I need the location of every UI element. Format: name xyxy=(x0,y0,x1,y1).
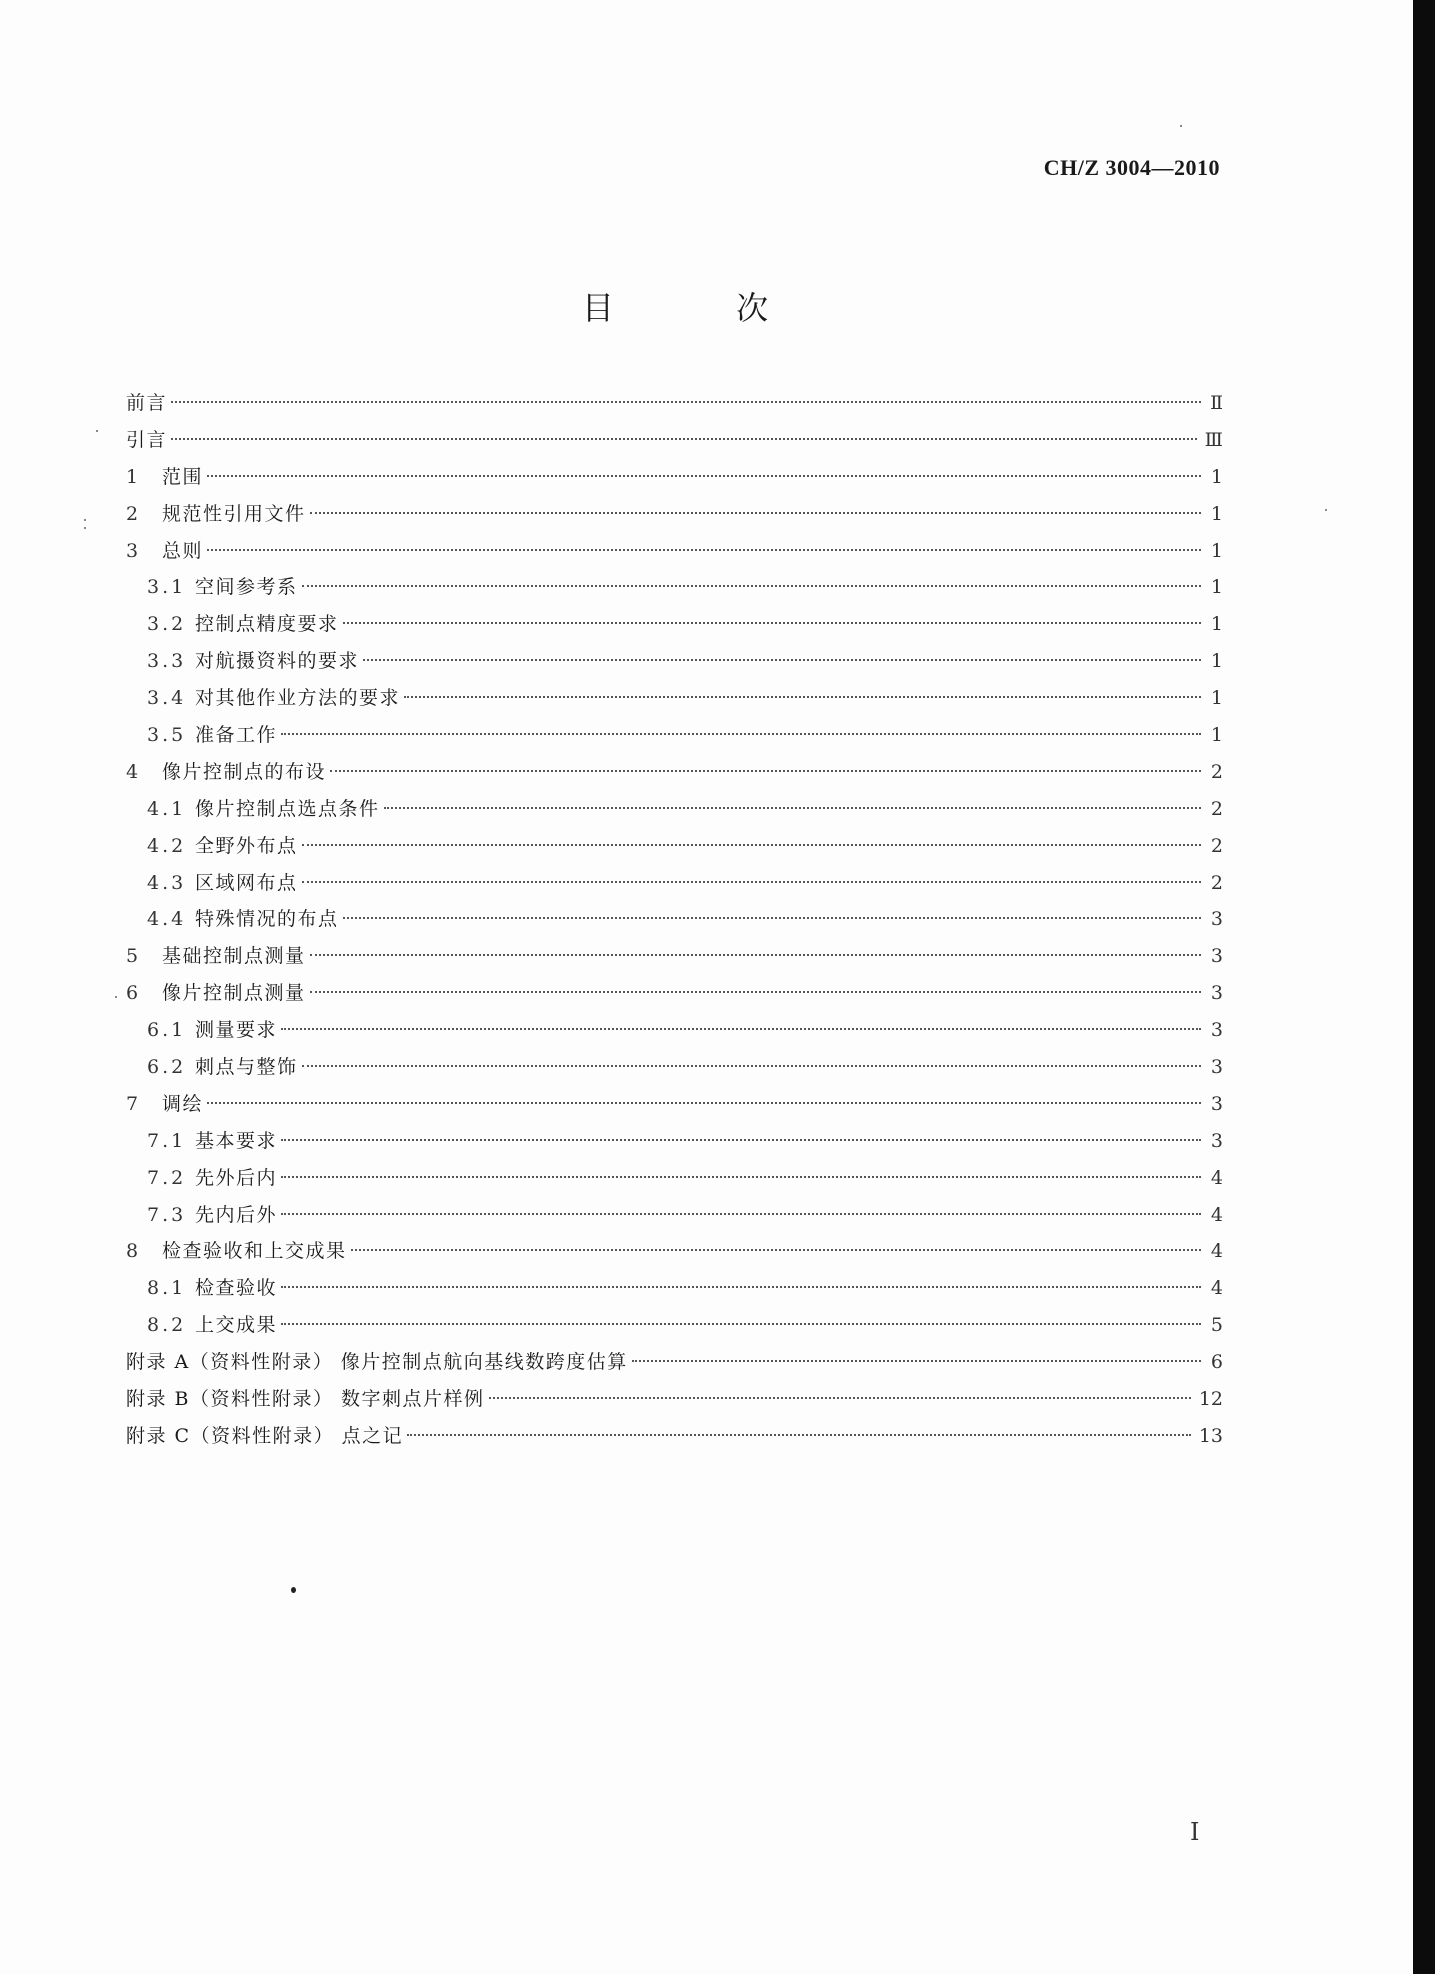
toc-entry-number: 7 xyxy=(126,1092,139,1115)
toc-entry-label: 规范性引用文件 xyxy=(162,502,306,525)
scan-speck xyxy=(96,430,98,432)
toc-entry-page: 3 xyxy=(1210,1129,1223,1152)
toc-entry-number: 4.2 xyxy=(147,834,187,857)
toc-entry-number: 3.4 xyxy=(147,687,187,710)
toc-entry-page: 6 xyxy=(1210,1351,1223,1374)
toc-dot-leader xyxy=(330,770,1201,772)
toc-dot-leader xyxy=(310,954,1201,956)
toc-entry-number: 6 xyxy=(126,982,139,1005)
toc-entry[interactable] xyxy=(126,1086,1223,1123)
toc-entry-label: 空间参考系 xyxy=(195,576,298,599)
toc-entry-number: 6.1 xyxy=(147,1019,187,1042)
toc-entry-label: 区域网布点 xyxy=(195,871,298,894)
scan-speck xyxy=(1325,509,1327,511)
toc-dot-leader xyxy=(351,1249,1201,1251)
standard-number: CH/Z 3004—2010 xyxy=(1043,155,1220,180)
toc-entry-label: 检查验收 xyxy=(195,1277,278,1300)
toc-entry[interactable] xyxy=(126,791,1223,828)
toc-entry-label: 特殊情况的布点 xyxy=(195,908,339,931)
toc-entry[interactable] xyxy=(126,496,1223,533)
toc-entry[interactable] xyxy=(126,1418,1223,1455)
toc-dot-leader xyxy=(302,881,1201,883)
toc-entry[interactable] xyxy=(126,680,1223,717)
toc-entry[interactable] xyxy=(126,643,1223,680)
toc-entry-page: 1 xyxy=(1210,539,1223,562)
toc-entry-number: 2 xyxy=(126,502,139,525)
toc-entry[interactable] xyxy=(126,422,1223,459)
toc-entry-page: 13 xyxy=(1198,1424,1223,1447)
toc-dot-leader xyxy=(207,549,1201,551)
toc-entry-page: 1 xyxy=(1210,502,1223,525)
toc-entry-label: 像片控制点测量 xyxy=(162,982,306,1005)
scan-speck xyxy=(291,1587,296,1593)
toc-entry-page: 4 xyxy=(1210,1203,1223,1226)
toc-entry-page: 3 xyxy=(1210,982,1223,1005)
toc-entry-number: 5 xyxy=(126,945,139,968)
toc-dot-leader xyxy=(281,1176,1201,1178)
toc-entry[interactable] xyxy=(126,865,1223,902)
toc-entry[interactable] xyxy=(126,1123,1223,1160)
toc-entry-number: 3.2 xyxy=(147,613,187,636)
toc-entry[interactable] xyxy=(126,569,1223,606)
toc-entry[interactable] xyxy=(126,606,1223,643)
toc-dot-leader xyxy=(407,1434,1191,1436)
toc-dot-leader xyxy=(343,917,1201,919)
toc-entry-number: 4.1 xyxy=(147,797,187,820)
toc-entry-number: 7.1 xyxy=(147,1129,187,1152)
toc-entry-label: 准备工作 xyxy=(195,724,278,747)
toc-entry-label: 基础控制点测量 xyxy=(162,945,306,968)
toc-entry-page: 1 xyxy=(1210,465,1223,488)
toc-entry-number: 8 xyxy=(126,1240,139,1263)
toc-entry-label: 像片控制点选点条件 xyxy=(195,797,380,820)
scan-edge xyxy=(1413,0,1435,1974)
table-of-contents xyxy=(126,385,1223,1455)
toc-dot-leader xyxy=(281,733,1201,735)
toc-entry[interactable] xyxy=(126,1012,1223,1049)
toc-dot-leader xyxy=(632,1360,1201,1362)
toc-entry[interactable] xyxy=(126,533,1223,570)
toc-entry-page: 1 xyxy=(1210,687,1223,710)
toc-dot-leader xyxy=(302,844,1201,846)
toc-entry-label: 先外后内 xyxy=(195,1166,278,1189)
toc-dot-leader xyxy=(489,1397,1191,1399)
toc-entry[interactable] xyxy=(126,975,1223,1012)
scan-speck xyxy=(115,996,117,998)
toc-entry-label: 对航摄资料的要求 xyxy=(195,650,360,673)
toc-entry-label: 上交成果 xyxy=(195,1314,278,1337)
toc-entry[interactable] xyxy=(126,754,1223,791)
toc-dot-leader xyxy=(302,585,1201,587)
toc-entry-number: 7.2 xyxy=(147,1166,187,1189)
toc-dot-leader xyxy=(302,1065,1201,1067)
toc-entry[interactable] xyxy=(126,1197,1223,1234)
toc-dot-leader xyxy=(171,438,1197,440)
toc-entry[interactable] xyxy=(126,938,1223,975)
toc-entry-number: 3.1 xyxy=(147,576,187,599)
toc-dot-leader xyxy=(207,1102,1201,1104)
toc-entry-page: 1 xyxy=(1210,576,1223,599)
toc-entry-page: 3 xyxy=(1210,1019,1223,1042)
toc-entry-page: 12 xyxy=(1198,1388,1223,1411)
toc-entry-number: 3 xyxy=(126,539,139,562)
toc-entry-page: 4 xyxy=(1210,1166,1223,1189)
toc-entry-label: 刺点与整饰 xyxy=(195,1056,298,1079)
toc-entry-label: 附录 A（资料性附录） 像片控制点航向基线数跨度估算 xyxy=(126,1351,628,1374)
toc-entry-number: 3.3 xyxy=(147,650,187,673)
toc-entry-label: 前言 xyxy=(126,392,168,414)
toc-entry-label: 像片控制点的布设 xyxy=(162,760,327,783)
toc-entry-number: 8.2 xyxy=(147,1314,187,1337)
toc-entry-page: 2 xyxy=(1210,797,1223,820)
toc-entry[interactable] xyxy=(126,717,1223,754)
page-folio: Ⅰ xyxy=(1190,1820,1200,1846)
toc-entry-number: 4.3 xyxy=(147,871,187,894)
toc-entry-number: 8.1 xyxy=(147,1277,187,1300)
toc-entry[interactable] xyxy=(126,459,1223,496)
toc-entry-label: 附录 C（资料性附录） 点之记 xyxy=(126,1424,404,1447)
toc-entry-number: 4.4 xyxy=(147,908,187,931)
toc-entry[interactable] xyxy=(126,828,1223,865)
toc-dot-leader xyxy=(343,622,1201,624)
toc-entry-number: 7.3 xyxy=(147,1203,187,1226)
toc-entry-label: 调绘 xyxy=(162,1092,204,1115)
toc-entry-label: 范围 xyxy=(162,465,204,488)
toc-entry-page: 2 xyxy=(1210,834,1223,857)
toc-entry[interactable] xyxy=(126,1307,1223,1344)
toc-entry-label: 全野外布点 xyxy=(195,834,298,857)
toc-dot-leader xyxy=(404,696,1201,698)
toc-title: 目 次 xyxy=(581,289,825,327)
toc-dot-leader xyxy=(281,1213,1201,1215)
toc-entry[interactable] xyxy=(126,1381,1223,1418)
toc-dot-leader xyxy=(171,401,1201,403)
toc-entry-page: Ⅱ xyxy=(1210,392,1223,414)
scan-speck xyxy=(1180,125,1182,127)
toc-entry-page: 3 xyxy=(1210,1056,1223,1079)
toc-entry[interactable] xyxy=(126,385,1223,422)
toc-entry[interactable] xyxy=(126,1049,1223,1086)
toc-entry-page: 1 xyxy=(1210,650,1223,673)
scan-speck xyxy=(84,519,86,521)
toc-dot-leader xyxy=(363,659,1201,661)
toc-entry[interactable] xyxy=(126,1160,1223,1197)
toc-entry-page: Ⅲ xyxy=(1204,428,1223,451)
toc-entry-label: 控制点精度要求 xyxy=(195,613,339,636)
toc-dot-leader xyxy=(281,1028,1201,1030)
toc-entry[interactable] xyxy=(126,901,1223,938)
toc-entry-page: 2 xyxy=(1210,760,1223,783)
toc-dot-leader xyxy=(281,1286,1201,1288)
toc-entry-page: 5 xyxy=(1210,1314,1223,1337)
toc-entry-page: 3 xyxy=(1210,1092,1223,1115)
toc-entry-label: 基本要求 xyxy=(195,1129,278,1152)
toc-dot-leader xyxy=(207,475,1201,477)
toc-entry-label: 先内后外 xyxy=(195,1203,278,1226)
toc-entry-page: 3 xyxy=(1210,945,1223,968)
scan-speck xyxy=(84,527,86,529)
toc-entry[interactable] xyxy=(126,1344,1223,1381)
toc-dot-leader xyxy=(310,991,1201,993)
toc-entry-label: 总则 xyxy=(162,539,204,562)
toc-entry-page: 4 xyxy=(1210,1277,1223,1300)
toc-entry-page: 3 xyxy=(1210,908,1223,931)
toc-entry-label: 对其他作业方法的要求 xyxy=(195,687,401,710)
toc-entry-label: 引言 xyxy=(126,428,168,451)
toc-entry-number: 1 xyxy=(126,465,139,488)
toc-dot-leader xyxy=(310,512,1201,514)
toc-entry-number: 3.5 xyxy=(147,724,187,747)
toc-dot-leader xyxy=(281,1323,1201,1325)
toc-entry-label: 测量要求 xyxy=(195,1019,278,1042)
toc-entry-label: 附录 B（资料性附录） 数字刺点片样例 xyxy=(126,1388,485,1411)
toc-entry-page: 2 xyxy=(1210,871,1223,894)
toc-entry-number: 6.2 xyxy=(147,1056,187,1079)
toc-entry-label: 检查验收和上交成果 xyxy=(162,1240,347,1263)
toc-dot-leader xyxy=(384,807,1201,809)
toc-dot-leader xyxy=(281,1139,1201,1141)
toc-entry-page: 4 xyxy=(1210,1240,1223,1263)
toc-entry[interactable] xyxy=(126,1270,1223,1307)
toc-entry[interactable] xyxy=(126,1233,1223,1270)
toc-entry-page: 1 xyxy=(1210,613,1223,636)
toc-entry-number: 4 xyxy=(126,760,139,783)
toc-entry-page: 1 xyxy=(1210,724,1223,747)
